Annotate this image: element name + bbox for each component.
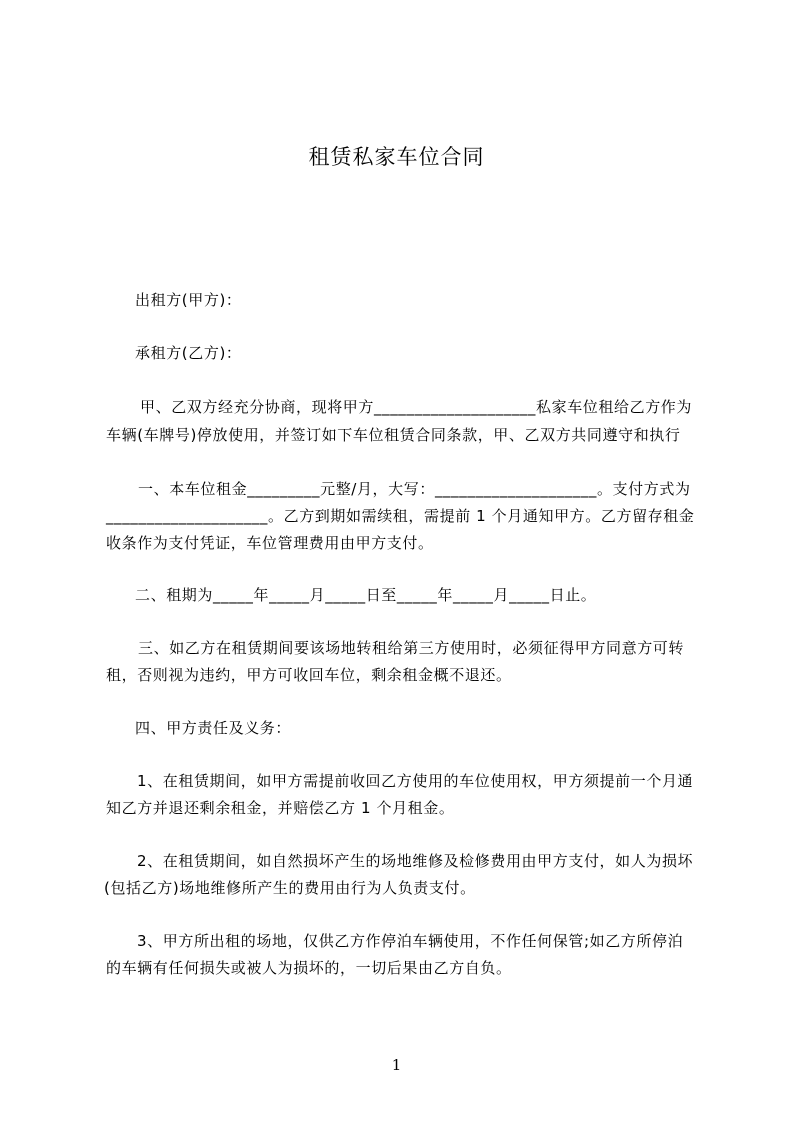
paragraph-line: 2、在租赁期间，如自然损坏产生的场地维修及检修费用由甲方支付，如人为损坏: [137, 852, 694, 870]
paragraph-line: 租，否则视为违约，甲方可收回车位，剩余租金概不退还。: [106, 666, 512, 684]
paragraph-line: 三、如乙方在租赁期间要该场地转租给第三方使用时，必须征得甲方同意方可转: [138, 639, 685, 657]
lessor-label: 出租方(甲方)：: [135, 291, 242, 309]
paragraph-line: 车辆(车牌号)停放使用，并签订如下车位租赁合同条款，甲、乙双方共同遵守和执行: [106, 426, 681, 444]
lessee-label: 承租方(乙方)：: [135, 344, 242, 362]
page-number: 1: [391, 1056, 402, 1074]
paragraph-line: 一、本车位租金_________元整/月，大写：____________________。支付方式为: [138, 480, 691, 498]
paragraph-line: 二、租期为_____年_____月_____日至_____年_____月_____日止。: [135, 586, 597, 604]
document-title: 租赁私家车位合同: [308, 145, 485, 169]
paragraph-line: 甲、乙双方经充分协商，现将甲方____________________私家车位租给乙方作为: [140, 398, 693, 416]
clause-heading: 四、甲方责任及义务：: [135, 719, 292, 737]
paragraph-line: 的车辆有任何损失或被人为损坏的，一切后果由乙方自负。: [106, 959, 512, 977]
paragraph-line: 1、在租赁期间，如甲方需提前收回乙方使用的车位使用权，甲方须提前一个月通: [137, 772, 694, 790]
paragraph-line: (包括乙方)场地维修所产生的费用由行为人负责支付。: [104, 879, 476, 897]
paragraph-line: ____________________。乙方到期如需续租，需提前 1 个月通知甲方。乙方留存租金: [106, 507, 695, 525]
paragraph-line: 收条作为支付凭证，车位管理费用由甲方支付。: [106, 534, 434, 552]
paragraph-line: 知乙方并退还剩余租金，并赔偿乙方 1 个月租金。: [106, 799, 455, 817]
paragraph-line: 3、甲方所出租的场地，仅供乙方作停泊车辆使用，不作任何保管;如乙方所停泊: [137, 932, 684, 950]
